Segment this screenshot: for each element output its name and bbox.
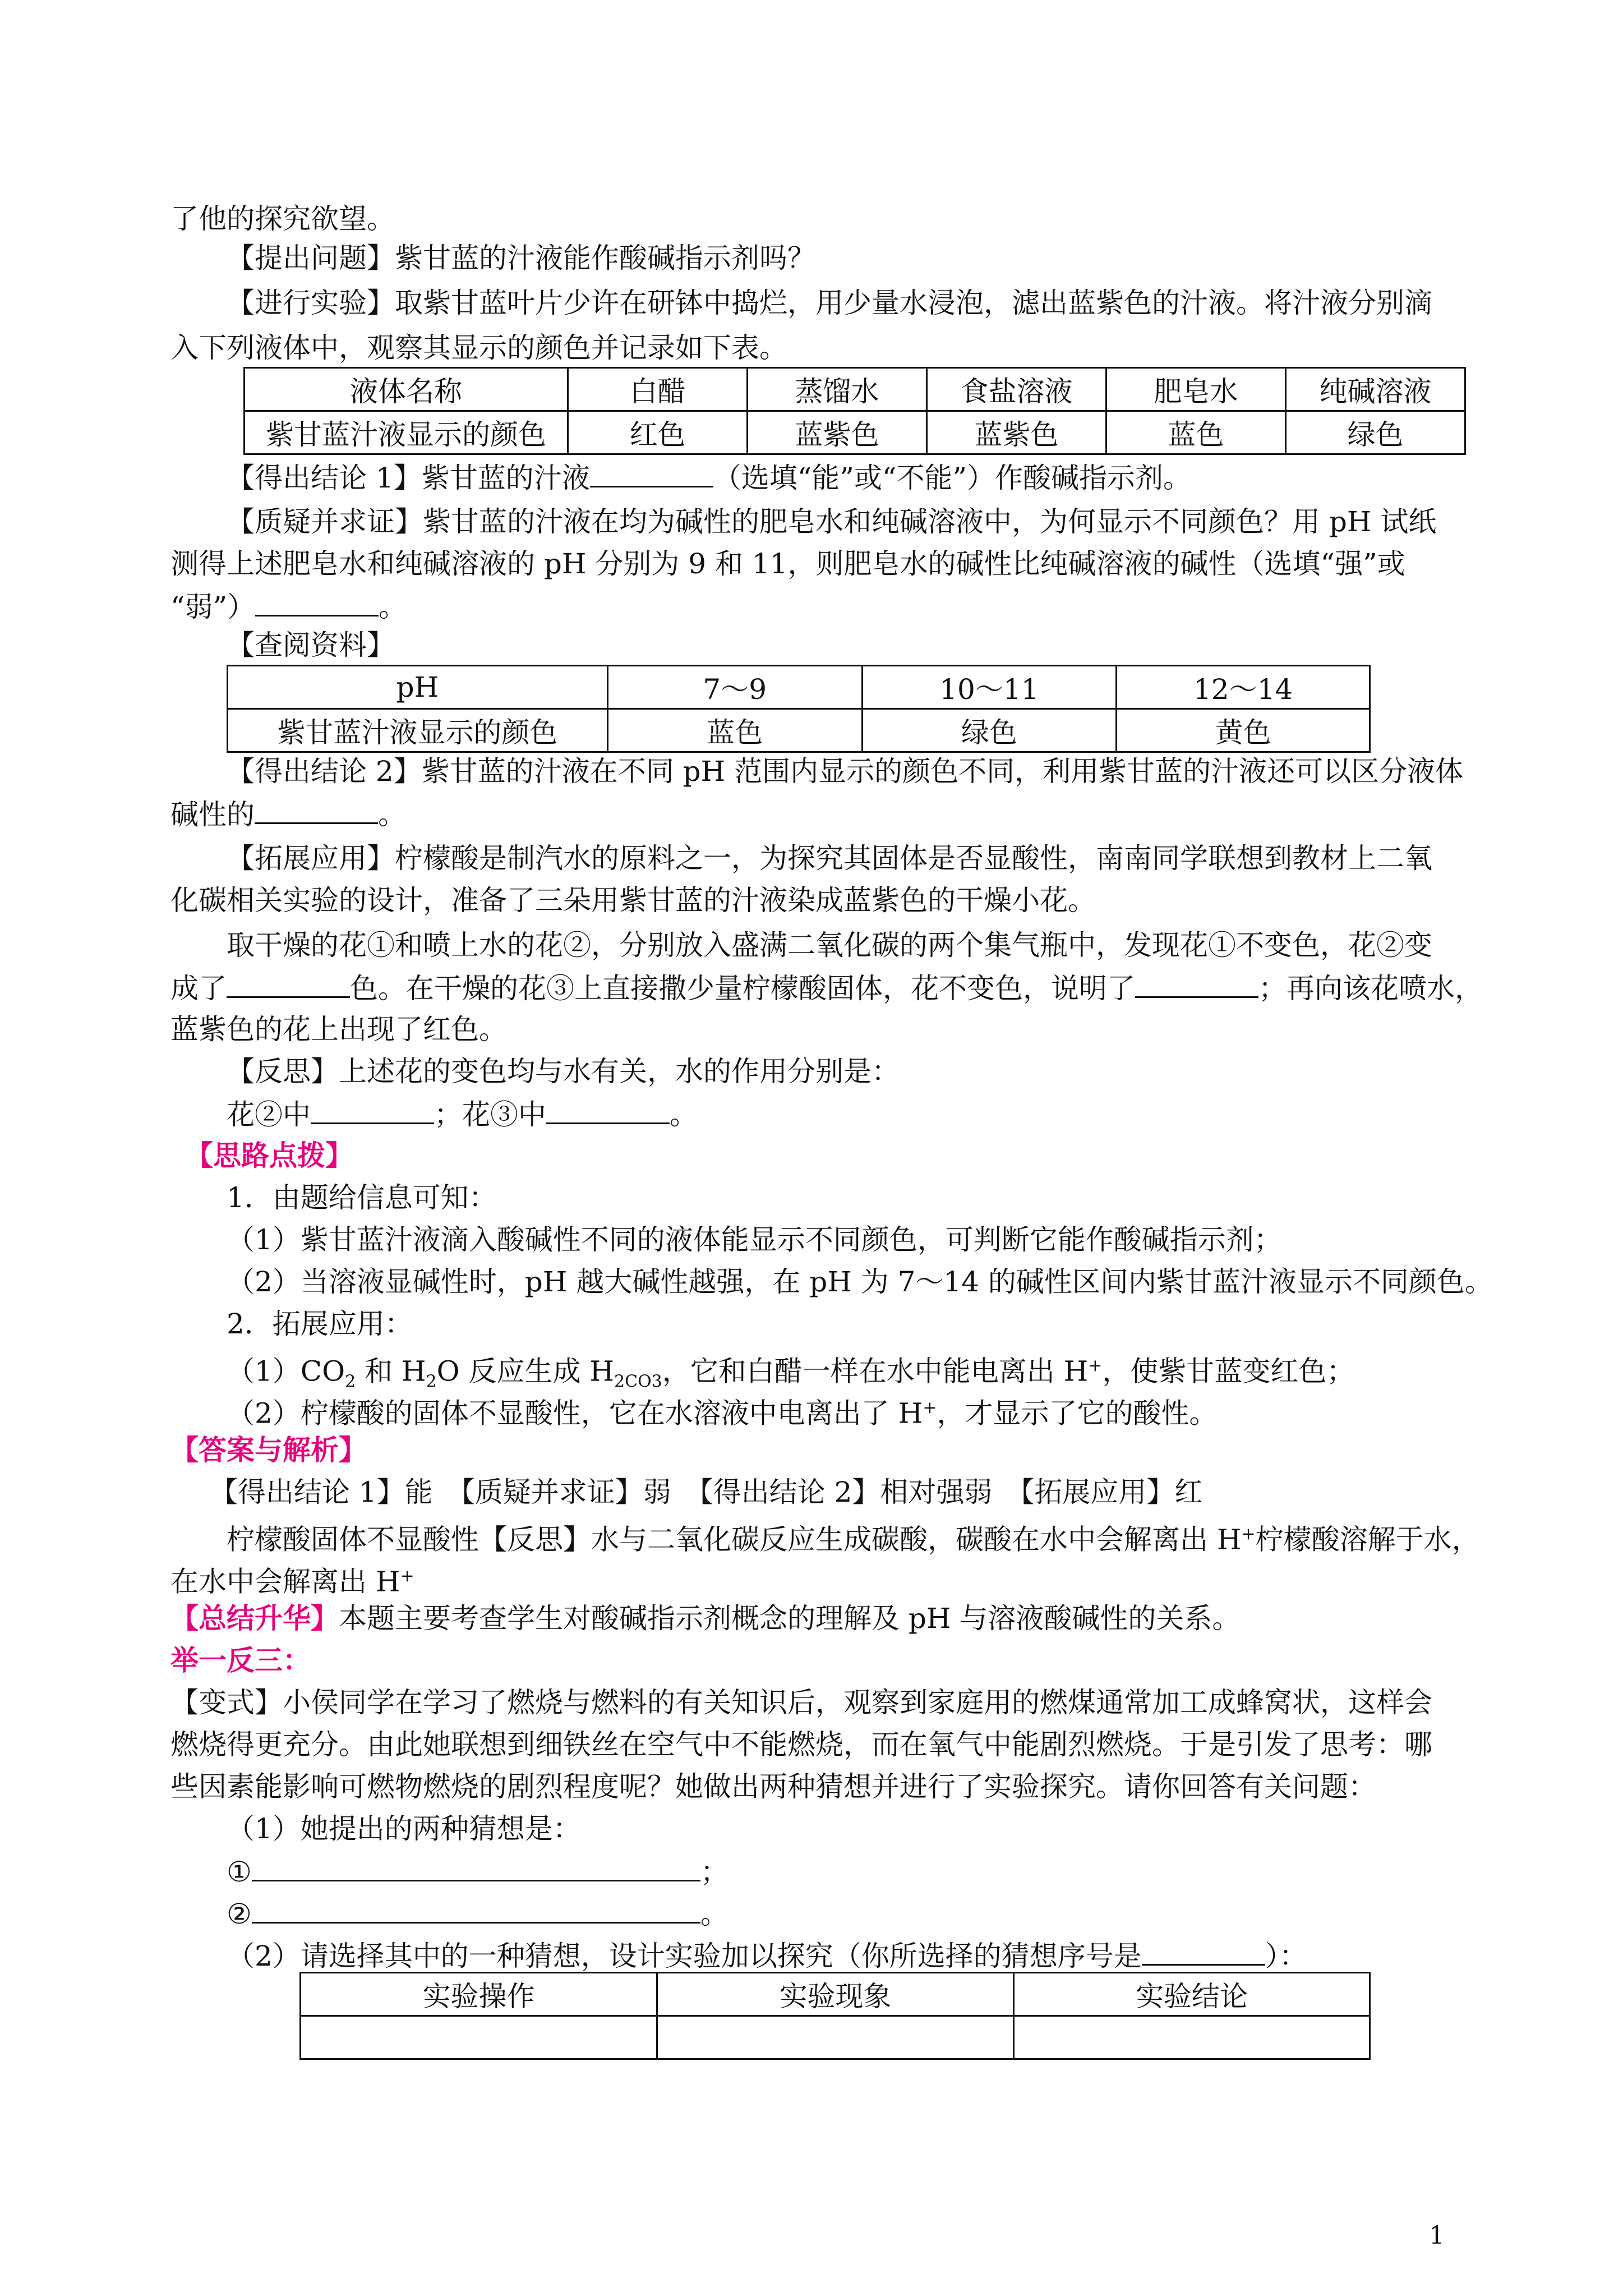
- table-cell: 紫甘蓝汁液显示的颜色: [245, 411, 568, 454]
- flower-line3: 蓝紫色的花上出现了红色。: [170, 1013, 507, 1046]
- question2-line1: 【质疑并求证】紫甘蓝的汁液在均为碱性的肥皂水和纯碱溶液中，为何显示不同颜色？用 pH 试纸: [227, 505, 1437, 538]
- extension-line2: 化碳相关实验的设计，准备了三朵用紫甘蓝的汁液染成蓝紫色的干燥小花。: [170, 884, 1096, 917]
- table-cell: 实验操作: [301, 1973, 657, 2016]
- table-cell[interactable]: [657, 2016, 1013, 2059]
- table-cell: 纯碱溶液: [1285, 368, 1465, 411]
- table-header-row: [228, 666, 1370, 709]
- extension-line1: 【拓展应用】柠檬酸是制汽水的原料之一，为探究其固体是否显酸性，南南同学联想到教材上二氧: [227, 842, 1432, 875]
- table-cell: 蓝色: [607, 709, 862, 752]
- question2-line3: “弱”） 。: [170, 589, 407, 624]
- table-cell: pH: [228, 666, 608, 709]
- table-cell[interactable]: [1013, 2016, 1370, 2059]
- table-cell[interactable]: [301, 2016, 657, 2059]
- table-row: [228, 709, 1370, 752]
- answer-line3: 在水中会解离出 H+: [170, 1565, 414, 1598]
- table-header-row: [301, 1973, 1370, 2016]
- guess-2: ② 。: [227, 1896, 728, 1931]
- conclusion1-paragraph: 【得出结论 1】紫甘蓝的汁液 （选填“能”或“不能”）作酸碱指示剂。: [227, 460, 1191, 495]
- table-cell: 12～14: [1117, 666, 1370, 709]
- hint-heading: 【思路点拨】: [185, 1139, 353, 1172]
- experiment-table: [299, 1972, 1371, 2060]
- table-cell: 肥皂水: [1106, 368, 1285, 411]
- table-cell: 蒸馏水: [748, 368, 927, 411]
- answer-blank[interactable]: [590, 460, 713, 487]
- table-cell: 红色: [568, 411, 748, 454]
- hint-item-2-1: $(1)CO_2$ 和 $H_2O$ 反应生成 $H_{2CO3}$，它和白醋一样在水中能电离出 H+，使紫甘蓝变红色；: [227, 1355, 1355, 1392]
- variant-heading: 举一反三：: [170, 1644, 311, 1677]
- table-cell: 液体名称: [245, 368, 568, 411]
- table-cell: 绿色: [862, 709, 1117, 752]
- table-cell: 白醋: [568, 368, 748, 411]
- table-cell: 黄色: [1117, 709, 1370, 752]
- table-cell: 蓝紫色: [748, 411, 927, 454]
- table-header-row: [245, 368, 1465, 411]
- question2-line2: 测得上述肥皂水和纯碱溶液的 pH 分别为 9 和 11，则肥皂水的碱性比纯碱溶液的碱性（选填“强”或: [170, 547, 1405, 580]
- experiment-paragraph-line1: 【进行实验】取紫甘蓝叶片少许在研钵中捣烂，用少量水浸泡，滤出蓝紫色的汁液。将汁液分别滴: [227, 287, 1432, 319]
- table-row: [301, 2016, 1370, 2059]
- answer-blank[interactable]: [1142, 1938, 1265, 1966]
- table-cell: 食盐溶液: [927, 368, 1106, 411]
- variant-q2: （2）请选择其中的一种猜想，设计实验加以探究（你所选择的猜想序号是 ）：: [227, 1938, 1307, 1973]
- hint-item-1-2: （2）当溶液显碱性时，pH 越大碱性越强，在 pH 为 7～14 的碱性区间内紫甘蓝汁液显示不同颜色。: [227, 1266, 1493, 1298]
- question-paragraph: 【提出问题】紫甘蓝的汁液能作酸碱指示剂吗？: [227, 242, 815, 274]
- intro-tail: 了他的探究欲望。: [170, 203, 395, 235]
- guess-1: ① ；: [227, 1854, 728, 1889]
- reference-heading: 【查阅资料】: [227, 629, 395, 661]
- table-cell: 蓝色: [1106, 411, 1285, 454]
- reflection-paragraph: 【反思】上述花的变色均与水有关，水的作用分别是：: [227, 1055, 900, 1088]
- answer-blank[interactable]: [255, 797, 378, 824]
- experiment-paragraph-line2: 入下列液体中，观察其显示的颜色并记录如下表。: [170, 332, 787, 364]
- variant-line1: 【变式】小侯同学在学习了燃烧与燃料的有关知识后，观察到家庭用的燃煤通常加工成蜂窝状，这样会: [170, 1686, 1432, 1719]
- table-cell: 实验结论: [1013, 1973, 1370, 2016]
- color-table: [243, 367, 1466, 455]
- answer-blank[interactable]: [252, 1896, 700, 1924]
- answer-blank[interactable]: [255, 589, 379, 616]
- variant-q1: （1）她提出的两种猜想是：: [227, 1812, 581, 1845]
- conclusion2-line1: 【得出结论 2】紫甘蓝的汁液在不同 pH 范围内显示的颜色不同，利用紫甘蓝的汁液还可以区分液体: [227, 755, 1464, 788]
- hint-item-1: 1．由题给信息可知：: [227, 1181, 497, 1214]
- answer-line1: 【得出结论 1】能 【质疑并求证】弱 【得出结论 2】相对强弱 【拓展应用】红: [210, 1476, 1203, 1508]
- table-cell: 实验现象: [657, 1973, 1013, 2016]
- table-cell: 10～11: [862, 666, 1117, 709]
- reflection-answers: 花②中 ；花③中 。: [227, 1097, 698, 1131]
- table-cell: 绿色: [1285, 411, 1465, 454]
- ph-table: [227, 665, 1371, 753]
- answer-heading: 【答案与解析】: [170, 1433, 367, 1466]
- hint-item-1-1: （1）紫甘蓝汁液滴入酸碱性不同的液体能显示不同颜色，可判断它能作酸碱指示剂；: [227, 1223, 1282, 1256]
- hint-item-2: 2．拓展应用：: [227, 1308, 413, 1340]
- conclusion2-line2: 碱性的 。: [170, 797, 406, 831]
- page-number: 1: [1429, 2221, 1445, 2250]
- answer-blank[interactable]: [227, 970, 350, 998]
- answer-blank[interactable]: [311, 1097, 434, 1124]
- variant-line3: 些因素能影响可燃物燃烧的剧烈程度呢？她做出两种猜想并进行了实验探究。请你回答有关问题：: [170, 1770, 1376, 1803]
- answer-blank[interactable]: [252, 1854, 700, 1881]
- answer-line2: 柠檬酸固体不显酸性【反思】水与二氧化碳反应生成碳酸，碳酸在水中会解离出 H+柠檬酸溶解于水，: [227, 1523, 1480, 1556]
- table-row: [245, 411, 1465, 454]
- summary-paragraph: 【总结升华】本题主要考查学生对酸碱指示剂概念的理解及 pH 与溶液酸碱性的关系。: [170, 1602, 1241, 1635]
- answer-blank[interactable]: [1135, 970, 1258, 998]
- hint-item-2-2: （2）柠檬酸的固体不显酸性，它在水溶液中电离出了 H+，才显示了它的酸性。: [227, 1397, 1218, 1430]
- table-cell: 蓝紫色: [927, 411, 1106, 454]
- variant-line2: 燃烧得更充分。由此她联想到细铁丝在空气中不能燃烧，而在氧气中能剧烈燃烧。于是引发了思考：哪: [170, 1728, 1432, 1761]
- table-cell: 7～9: [607, 666, 862, 709]
- table-cell: 紫甘蓝汁液显示的颜色: [228, 709, 608, 752]
- flower-line2: 成了 色。在干燥的花③上直接撒少量柠檬酸固体，花不变色，说明了 ；再向该花喷水，: [170, 970, 1483, 1005]
- answer-blank[interactable]: [546, 1097, 670, 1124]
- flower-line1: 取干燥的花①和喷上水的花②，分别放入盛满二氧化碳的两个集气瓶中，发现花①不变色，花②变: [227, 929, 1432, 961]
